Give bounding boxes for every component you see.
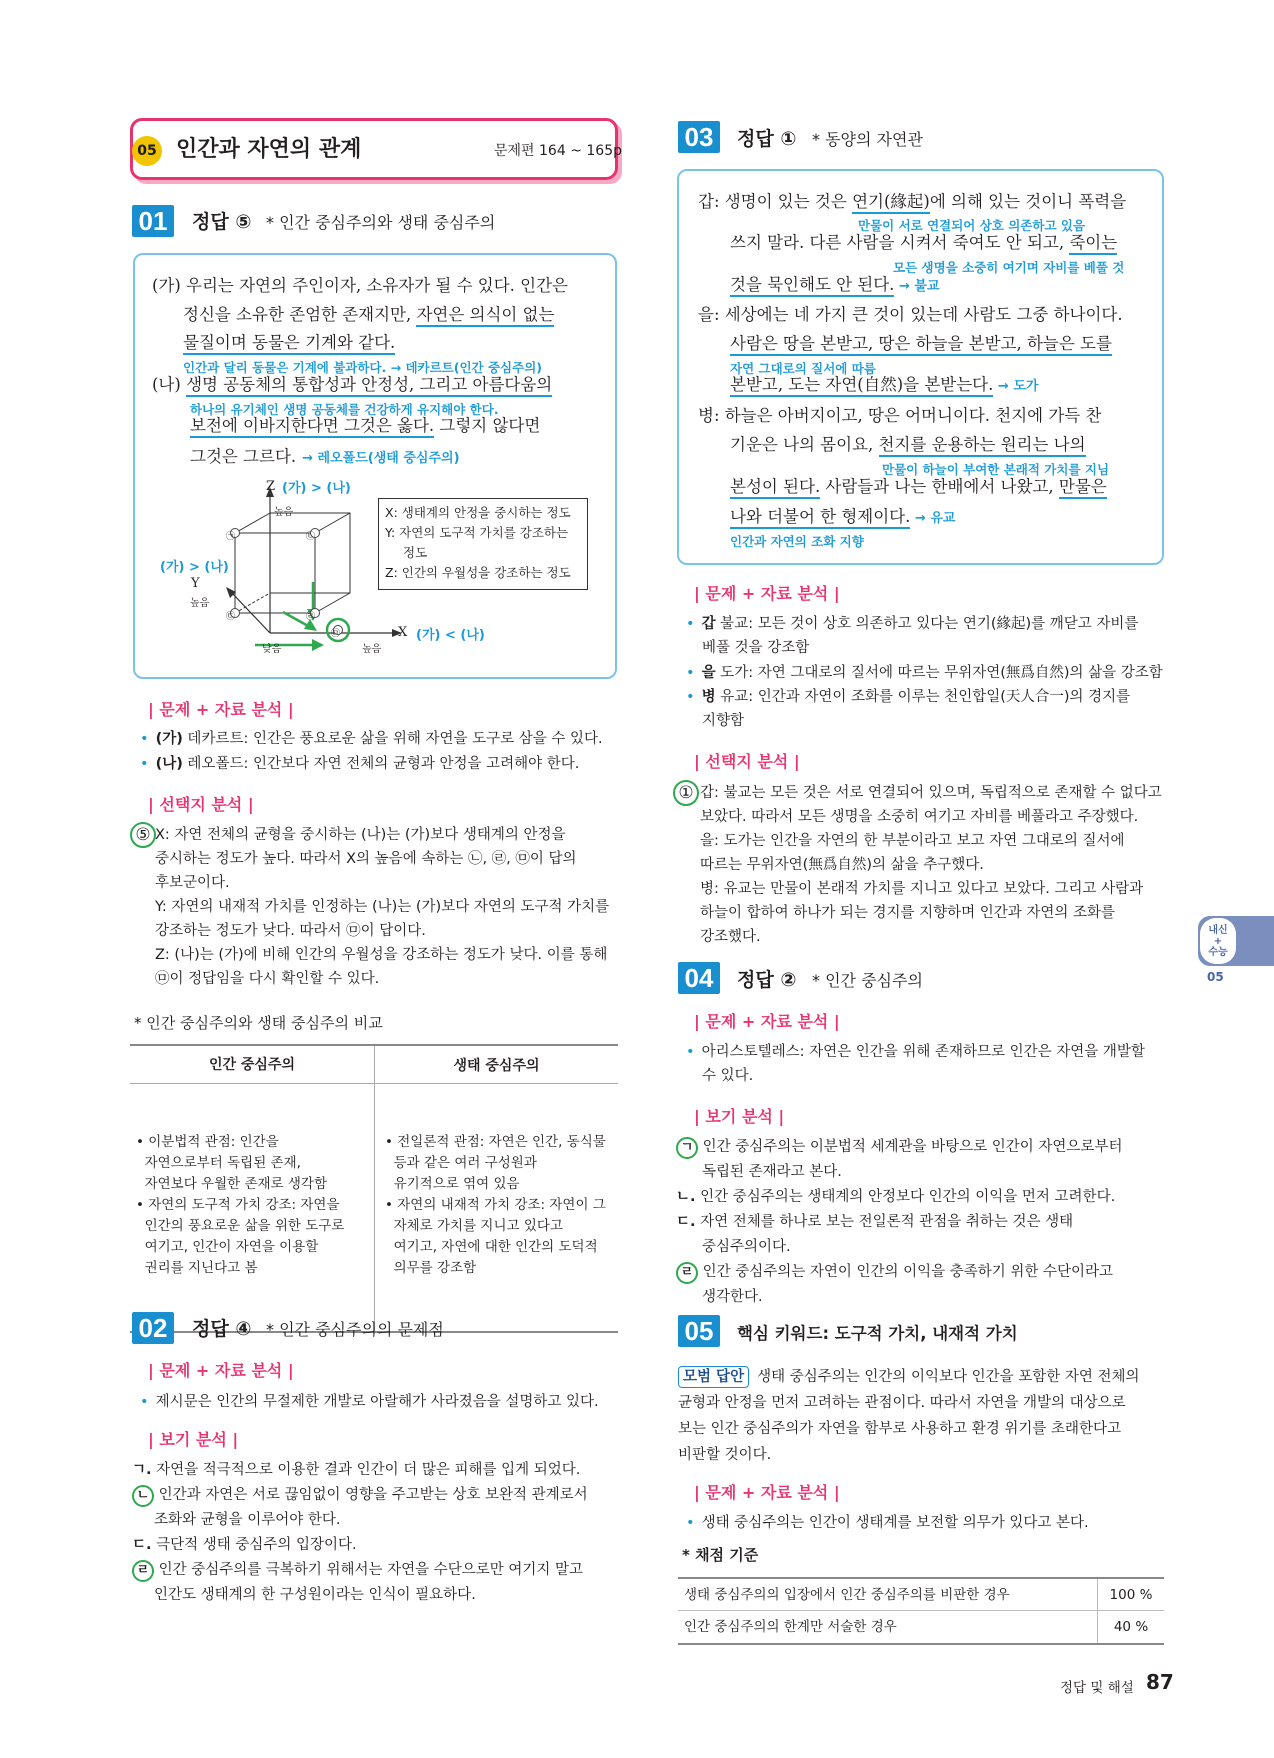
pt-b: ㉡ [306,532,316,542]
q03-answer: 정답 ① [737,128,797,150]
q02-views: ㄱ. 자연을 적극적으로 이용한 결과 인간이 더 많은 피해를 입게 되었다. ㄴ 인간과 자연은 서로 끊임없이 영향을 주고받는 상호 보완적 관계로서 조화와 균형을 이루어야 한다. ㄷ. 극단적 생태 중심주의 입장이다. ㄹ 인간 중심주의를 극복하기 위해서는 자연을 수단으로만 여기지 말고 인간도 생태계의 한 구성원이라는 인식이 필요하다. [132,1462,588,1603]
q01-underline1: 자연은 의식이 없는 [416,305,554,327]
q03-choice-text: 갑: 불교는 모든 것은 서로 연결되어 있으며, 독립적으로 존재할 수 없다고 보았다. 따라서 모든 생명을 소중히 여기고 자비를 베풀라고 주장했다. 을: 도가는 인간을 자연의 한 부분이라고 보고 자연 그대로의 질서에 따르는 무위자연(無爲自然)의 삶을 추구했다. 병: 유교는 만물이 본래적 가치를 지니고 있다고 보았다. 그리고 사람과 하늘이 합하여 하나가 되는 경지를 지향하며 인간과 자연의 조화를 강조했다. [700,785,1162,945]
q03-choice-mark: ① [673,780,699,806]
x-axis-label: X [398,625,408,640]
q03-a1: 갑: 생명이 있는 것은 연기(緣起)에 의해 있는 것이니 폭력을 [698,191,1126,213]
pt-e: ㉤ [331,629,341,639]
q01-analysis-1: • (가) 데카르트: 인간은 풍요로운 삶을 위해 자연을 도구로 삼을 수 있다. [140,727,603,751]
q03-b1: 을: 세상에는 네 가지 큰 것이 있는데 사람도 그중 하나이다. [698,305,1123,324]
page-reference: 문제편 164 ~ 165p [494,143,622,159]
q04-analysis: • 아리스토텔레스: 자연은 인간을 위해 존재하므로 인간은 자연을 개발할 수 있다. [686,1040,1145,1089]
criteria-table [678,1577,1164,1645]
pt-d: ㉣ [306,612,316,622]
q03-b2: 사람은 땅을 본받고, 땅은 하늘을 본받고, 하늘은 도를 [730,333,1112,355]
y-axis-note: (가) > (나) [160,560,229,575]
q03-note2: 모든 생명을 소중히 여기며 자비를 베풀 것 [893,260,1125,275]
z-axis-note: (가) > (나) [282,481,351,496]
q04-view-title: | 보기 분석 | [694,1107,785,1126]
q01-line2: 정신을 소유한 존엄한 존재지만, 자연은 의식이 없는 [183,304,554,326]
compare-title: * 인간 중심주의와 생태 중심주의 비교 [134,1014,383,1032]
q03-c1: 병: 하늘은 아버지이고, 땅은 어머니이다. 천지에 가득 찬 [698,406,1102,425]
q04-analysis-title: | 문제 + 자료 분석 | [694,1012,840,1031]
section-title: 인간과 자연의 관계 [176,137,362,162]
model-answer-badge: 모범 답안 [678,1366,749,1388]
q01-note2: 하나의 유기체인 생명 공동체를 건강하게 유지해야 한다. [190,402,499,417]
side-tab-number: 05 [1207,970,1224,984]
q02-topic: * 인간 중심주의의 문제점 [266,1320,444,1339]
section-badge: 05 [132,136,162,166]
q04-views: ㄱ 인간 중심주의는 이분법적 세계관을 바탕으로 인간이 자연으로부터 독립된 존재라고 본다. ㄴ. 인간 중심주의는 생태계의 안정보다 인간의 이익을 먼저 고려한다. ㄷ. 자연 전체를 하나로 보는 전일론적 관점을 취하는 것은 생태 중심주의이다. ㄹ 인간 중심주의는 자연이 인간의 이익을 충족하기 위한 수단이라고 생각한다. [676,1139,1123,1305]
q02-answer: 정답 ④ [192,1318,252,1340]
q04-answer: 정답 ② [737,969,797,991]
q03-analysis-title: | 문제 + 자료 분석 | [694,584,840,603]
q03-note3: 자연 그대로의 질서에 따름 [730,361,876,376]
q01-topic: * 인간 중심주의와 생태 중심주의 [266,213,496,232]
q01-choice-text: X: 자연 전체의 균형을 중시하는 (나)는 (가)보다 생태계의 안정을 중시하는 정도가 높다. 따라서 X의 높음에 속하는 ㉡, ㉣, ㉤이 답의 후보군이다. Y: 자연의 내재적 가치를 인정하는 (나)는 (가)보다 자연의 도구적 가치를 강조하는 정도가 낮다. 따라서 ㉤이 답이다. Z: (나)는 (가)에 비해 인간의 우월성을 강조하는 정도가 낮다. 이를 통해 ㉤이 정답임을 다시 확인할 수 있다. [155,827,610,987]
y-axis-label: Y [191,576,200,591]
compare-table [130,1044,618,1333]
q03-number: 03 [678,121,720,153]
page-number: 87 [1146,1670,1174,1694]
q03-c4: 나와 더불어 한 형제이다. → 유교 [730,506,955,530]
criteria-row1: 생태 중심주의의 입장에서 인간 중심주의를 비판한 경우 [678,1579,1098,1611]
q05-analysis-title: | 문제 + 자료 분석 | [694,1483,840,1502]
q03-analysis: • 갑 불교: 모든 것이 상호 의존하고 있다는 연기(緣起)를 깨닫고 자비를 베풀 것을 강조함 • 을 도가: 자연 그대로의 질서에 따르는 무위자연(無爲自然)의 삶을 강조함 • 병 유교: 인간과 자연이 조화를 이루는 천인합일(天人合一)의 경지를 지향함 [686,612,1163,734]
q05-number: 05 [678,1315,720,1347]
q04-number: 04 [678,962,720,994]
col-eco: 생태 중심주의 [453,1057,540,1074]
criteria-row2: 인간 중심주의의 한계만 서술한 경우 [678,1611,1098,1643]
col-human: 인간 중심주의 [130,1046,375,1084]
q01-line5: 보전에 이바지한다면 그것은 옳다. 그렇지 않다면 [190,415,540,437]
q03-choice-title: | 선택지 분석 | [694,752,800,771]
q03-c2: 기운은 나의 몸이요, 천지를 운용하는 원리는 나의 [730,434,1086,456]
diagram-legend: X: 생태계의 안정을 중시하는 정도 Y: 자연의 도구적 가치를 강조하는 정도 Z: 인간의 우월성을 강조하는 정도 [378,498,588,590]
q01-analysis-2: • (나) 레오폴드: 인간보다 자연 전체의 균형과 안정을 고려해야 한다. [140,752,579,776]
q01-line3: 물질이며 동물은 기계와 같다. [183,332,395,354]
x-high-label: 높음 [362,644,382,655]
criteria-score1: 100 % [1109,1586,1153,1603]
pt-c: ㉢ [226,612,236,622]
q03-c3: 본성이 된다. 사람들과 나는 한배에서 나왔고, 만물은 [730,476,1107,498]
q05-title: 핵심 키워드: 도구적 가치, 내재적 가치 [737,1324,1018,1343]
pt-a: ㉠ [226,532,236,542]
criteria-title: * 채점 기준 [682,1546,759,1564]
side-tab-icon: 내신 + 수능 [1200,918,1236,964]
q02-number: 02 [132,1312,174,1344]
q01-answer: 정답 ⑤ [192,211,252,233]
q01-line1: (가) 우리는 자연의 주인이자, 소유자가 될 수 있다. 인간은 [152,276,568,295]
x-axis-note: (가) < (나) [416,628,485,643]
q03-a3: 것을 묵인해도 안 된다. → 불교 [730,274,940,298]
q03-note4: 만물이 하늘이 부여한 본래적 가치를 지님 [882,462,1110,477]
q04-topic: * 인간 중심주의 [812,971,923,990]
q02-view-title: | 보기 분석 | [148,1430,239,1449]
criteria-score2: 40 % [1113,1619,1149,1635]
q03-note1: 만물이 서로 연결되어 상호 의존하고 있음 [858,218,1086,233]
q03-b3: 본받고, 도는 자연(自然)을 본받는다. → 도가 [730,374,1038,398]
q01-number: 01 [132,205,174,237]
q01-line4: (나) 생명 공동체의 통합성과 안정성, 그리고 아름다움의 [152,374,552,396]
y-high-label: 높음 [190,598,210,609]
z-axis-label: Z [266,479,276,494]
q03-a2: 쓰지 말라. 다른 사람을 시켜서 죽여도 안 되고, 죽이는 [730,232,1117,254]
q01-line6: 그것은 그르다. → 레오폴드(생태 중심주의) [190,447,460,466]
cell-human: • 이분법적 관점: 인간을 자연으로부터 독립된 존재, 자연보다 우월한 존재로 생각함 • 자연의 도구적 가치 강조: 자연을 인간의 풍요로운 삶을 위한 도구로 여기고, 인간이 자연을 이용할 권리를 지닌다고 봄 [130,1084,375,1331]
q03-topic: * 동양의 자연관 [812,130,923,149]
q01-note1: 인간과 달리 동물은 기계에 불과하다. → 데카르트(인간 중심주의) [183,360,542,375]
origin-low-label: 낮음 [262,644,282,655]
q03-note5: 인간과 자연의 조화 지향 [730,534,864,549]
q01-choice-title: | 선택지 분석 | [148,795,254,814]
q01-choice-mark: ⑤ [130,822,156,848]
q02-analysis-title: | 문제 + 자료 분석 | [148,1361,294,1380]
cell-eco: • 전일론적 관점: 자연은 인간, 동식물 등과 같은 여러 구성원과 유기적으로 엮여 있음 • 자연의 내재적 가치 강조: 자연이 그 자체로 가치를 지니고 있다고 여기고, 자연에 대한 인간의 도덕적 의무를 강조함 [385,1134,606,1276]
footer-label: 정답 및 해설 [1060,1680,1134,1696]
q05-analysis: • 생태 중심주의는 인간이 생태계를 보전할 의무가 있다고 본다. [686,1511,1089,1535]
q01-analysis-title: | 문제 + 자료 분석 | [148,700,294,719]
z-high-label: 높음 [274,507,294,518]
q02-analysis: • 제시문은 인간의 무절제한 개발로 아랄해가 사라졌음을 설명하고 있다. [140,1390,599,1414]
q05-model: 모범 답안 생태 중심주의는 인간의 이익보다 인간을 포함한 자연 전체의 균형과 안정을 먼저 고려하는 관점이다. 따라서 자연을 개발의 대상으로 보는 인간 중심주의가 자연을 함부로 사용하고 환경 위기를 초래한다고 비판할 것이다. [678,1364,1140,1468]
